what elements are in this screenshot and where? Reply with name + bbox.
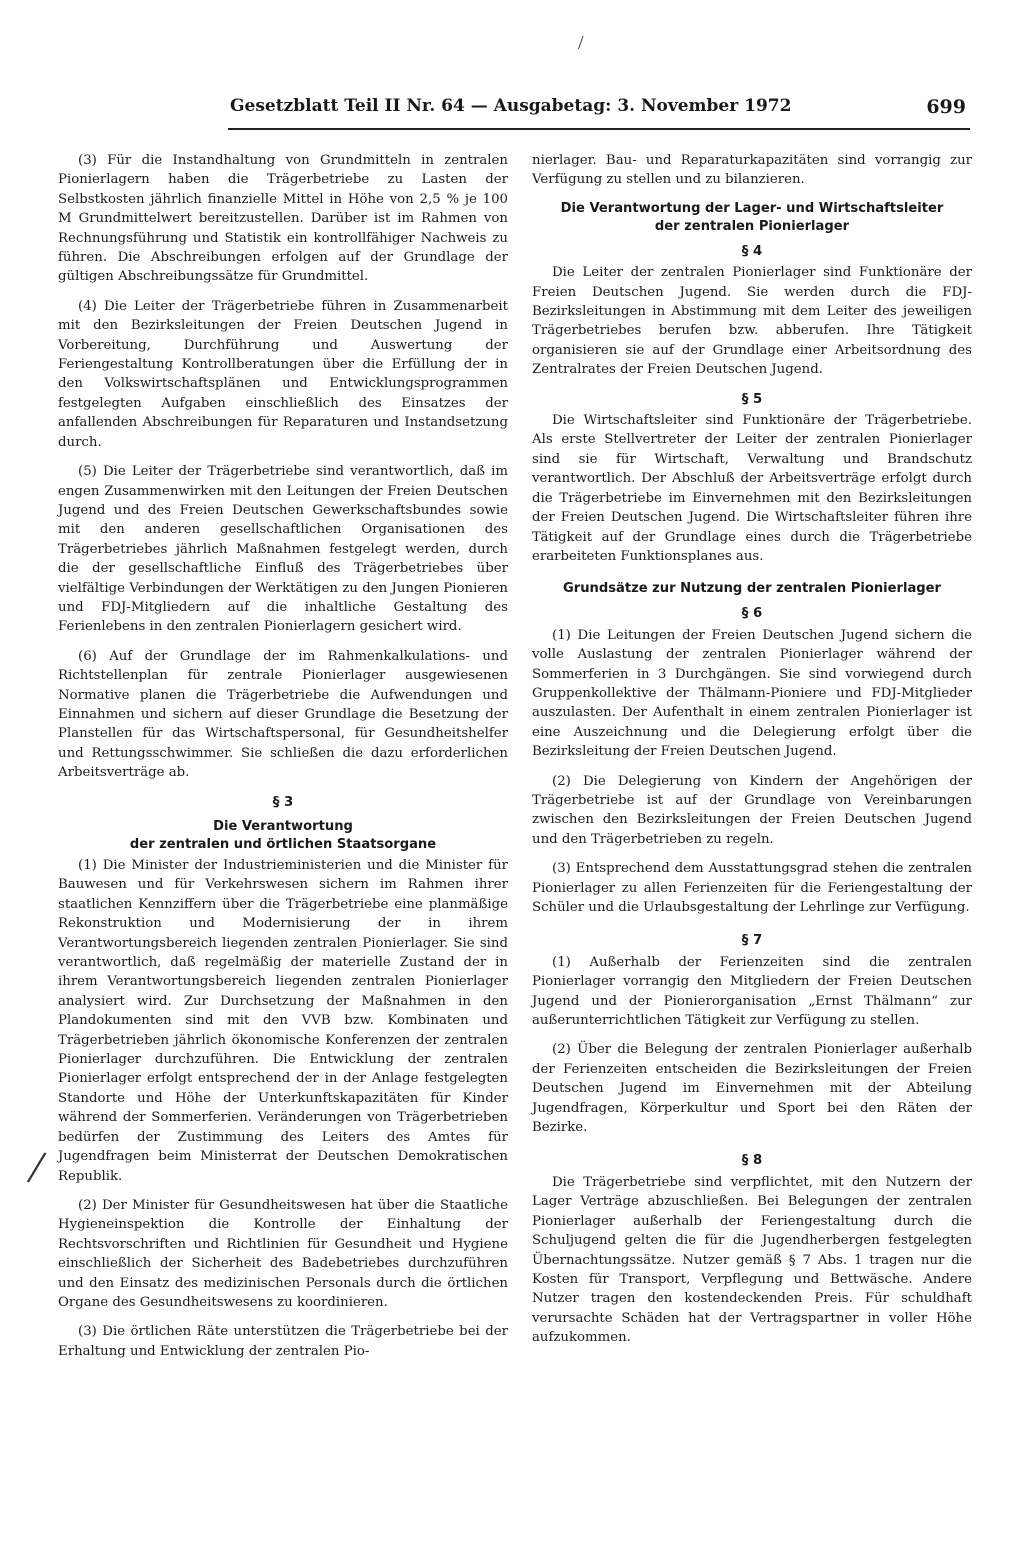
scan-mark-slash: /	[578, 32, 584, 54]
section-5-number: § 5	[741, 391, 763, 407]
paragraph-6-3: (3) Entsprechend dem Ausstattungsgrad stehen die zentralen Pionierlager zu allen Ferienzeiten für die Feriengestaltung der Schüler und die Urlaubsgestaltung der Lehrlinge zur Verfügung.	[532, 861, 972, 915]
lager-heading-line-2: der zentralen Pionierlager	[654, 218, 850, 234]
paragraph-2-6: (6) Auf der Grundlage der im Rahmenkalkulations- und Richtstellenplan für zentrale Pionierlager ausgewiesenen Normative planen die Trägerbetriebe die Aufwendungen und Einnahmen und sichern auf dieser Grundlage die Besetzung der Planstellen für das Wirtschaftspersonal, für Gesundheitshelfer und Rettungsschwimmer. Sie schließen die dazu erforderlichen Arbeitsverträge ab.	[58, 648, 508, 781]
section-8-number: § 8	[741, 1153, 763, 1169]
paragraph-6-1: (1) Die Leitungen der Freien Deutschen Jugend sichern die volle Auslastung der zentralen Pionierlager während der Sommerferien in 3 Durchgängen. Sie sind vorwiegend durch Gruppenkollektive der Thälmann-Pioniere und FDJ-Mitglieder auszulasten. Der Aufenthalt in einem zentralen Pionierlager ist eine Auszeichnung und die Delegierung erfolgt über die Bezirksleitung der Freien Deutschen Jugend.	[532, 627, 972, 760]
section-3-heading-line-2: der zentralen und örtlichen Staatsorgane	[129, 837, 437, 852]
paragraph-2-5: (5) Die Leiter der Trägerbetriebe sind verantwortlich, daß im engen Zusammenwirken mit den Leitungen der Freien Deutschen Jugend und des Freien Deutschen Gewerkschaftsbundes sowie mit den anderen gesellschaftlichen Organisationen des Trägerbetriebes jährlich Maßnahmen festgelegt werden, durch die der gesellschaftliche Einfluß des Trägerbetriebes über vielfältige Verbindungen der Werktätigen zu den Jungen Pionieren und FDJ-Mitgliedern auf die inhaltliche Gestaltung des Ferienlebens in den zentralen Pionierlagern gesichert wird.	[58, 464, 508, 635]
lager-heading	[532, 200, 972, 236]
section-7-number: § 7	[741, 933, 763, 949]
page-header	[230, 96, 966, 122]
paragraph-8: Die Trägerbetriebe sind verpflichtet, mit den Nutzern der Lager Verträge abzuschließen. Bei Belegungen der zentralen Pionierlager außerhalb der Feriengestaltung durch die Schuljugend gelten die für die Jugendherbergen festgelegten Übernachtungssätze. Nutzer gemäß § 7 Abs. 1 tragen nur die Kosten für Transport, Verpflegung und Bettwäsche. Andere Nutzer tragen den kostendeckenden Preis. Für schuldhaft verursachte Schäden hat der Vertragspartner in voller Höhe aufzukommen.	[532, 1174, 972, 1346]
paragraph-4: Die Leiter der zentralen Pionierlager sind Funktionäre der Freien Deutschen Jugend. Sie werden durch die FDJ-Bezirksleitungen in Abstimmung mit dem Leiter des jeweiligen Trägerbetriebes berufen bzw. abberufen. Ihre Tätigkeit organisieren sie auf der Grundlage einer Arbeitsordnung des Zentralrates der Freien Deutschen Jugend.	[532, 265, 972, 378]
paragraph-3-2: (2) Der Minister für Gesundheitswesen hat über die Staatliche Hygieneinspektion die Kontrolle der Einhaltung der Rechtsvorschriften und Richtlinien für Gesundheit und Hygiene einschließlich der Sicherheit des Badebetriebes durchzuführen und den Einsatz des medizinischen Personals durch die örtlichen Organe des Gesundheitswesens zu koordinieren.	[58, 1197, 508, 1310]
paragraph-3-3: (3) Die örtlichen Räte unterstützen die Trägerbetriebe bei der Erhaltung und Entwicklung der zentralen Pio-	[58, 1324, 508, 1359]
paragraph-3-3-continuation: nierlager. Bau- und Reparaturkapazitäten sind vorrangig zur Verfügung zu stellen und zu bilanzieren.	[532, 153, 972, 188]
section-3-heading	[58, 818, 508, 854]
margin-stroke-mark: /	[24, 1140, 49, 1195]
paragraph-2-3: (3) Für die Instandhaltung von Grundmitteln in zentralen Pionierlagern haben die Trägerbetriebe zu Lasten der Selbstkosten jährlich finanzielle Mittel in Höhe von 2,5 % je 100 M Grundmittelwert bereitzustellen. Darüber ist im Rahmen von Rechnungsführung und Statistik ein kontrollfähiger Nachweis zu führen. Die Abschreibungen erfolgen auf der Grundlage der gültigen Abschreibungssätze für Grundmittel.	[58, 153, 508, 285]
gazette-title: Gesetzblatt Teil II Nr. 64 — Ausgabetag: 3. November 1972	[230, 96, 792, 116]
section-6-number: § 6	[741, 606, 763, 622]
left-column	[58, 151, 508, 1371]
page-number: 699	[926, 96, 966, 118]
right-column	[532, 151, 972, 1358]
paragraph-2-4: (4) Die Leiter der Trägerbetriebe führen in Zusammenarbeit mit den Bezirksleitungen der Freien Deutschen Jugend in Vorbereitung, Durchführung und Auswertung der Feriengestaltung Kontrollberatungen über die Erfüllung der in den Volkswirtschaftsplänen und Entwicklungsprogrammen festgelegten Aufgaben einschließlich des Einsatzes der anfallenden Abschreibungen für Reparaturen und Instandsetzung durch.	[58, 298, 508, 450]
paragraph-7-2: (2) Über die Belegung der zentralen Pionierlager außerhalb der Ferienzeiten entscheiden die Bezirksleitungen der Freien Deutschen Jugend im Einvernehmen mit der Abteilung Jugendfragen, Körperkultur und Sport bei den Räten der Bezirke.	[532, 1042, 972, 1136]
paragraph-7-1: (1) Außerhalb der Ferienzeiten sind die zentralen Pionierlager vorrangig den Mitgliedern der Freien Deutschen Jugend und der Pionierorganisation „Ernst Thälmann“ zur außerunterrichtlichen Tätigkeit zur Verfügung zu stellen.	[532, 954, 972, 1029]
nutzung-heading: Grundsätze zur Nutzung der zentralen Pionierlager	[562, 581, 942, 597]
paragraph-5: Die Wirtschaftsleiter sind Funktionäre der Trägerbetriebe. Als erste Stellvertreter der Leiter der zentralen Pionierlager sind sie für Wirtschaft, Verwaltung und Brandschutz verantwortlich. Der Abschluß der Arbeitsverträge erfolgt durch die Trägerbetriebe im Einvernehmen mit den Bezirksleitungen der Freien Deutschen Jugend. Die Wirtschaftsleiter führen ihre Tätigkeit auf der Grundlage eines durch die Trägerbetriebe erarbeiteten Funktionsplanes aus.	[532, 413, 972, 564]
section-4-number: § 4	[741, 243, 763, 259]
section-3-heading-line-1: Die Verantwortung	[213, 819, 353, 834]
header-rule	[228, 128, 970, 130]
paragraph-3-1: (1) Die Minister der Industrieministerien und die Minister für Bauwesen und für Verkehrswesen sichern im Rahmen ihrer staatlichen Kennziffern über die Trägerbetriebe eine planmäßige Rekonstruktion und Modernisierung der in ihrem Verantwortungsbereich liegenden zentralen Pionierlager. Sie sind verantwortlich, daß regelmäßig der materielle Zustand der in ihrem Verantwortungsbereich liegenden zentralen Pionierlager analysiert wird. Zur Durchsetzung der Maßnahmen in den Plandokumenten sind mit den VVB bzw. Kombinaten und Trägerbetrieben jährlich ökonomische Konferenzen der zentralen Pionierlager durchzuführen. Die Entwicklung der zentralen Pionierlager erfolgt entsprechend der in der Anlage festgelegten Standorte und Höhe der Unterkunftskapazitäten für Kinder während der Sommerferien. Veränderungen von Trägerbetrieben bedürfen der Zustimmung des Leiters des Amtes für Jugendfragen beim Ministerrat der Deutschen Demokratischen Republik.	[58, 858, 508, 1184]
paragraph-6-2: (2) Die Delegierung von Kindern der Angehörigen der Trägerbetriebe ist auf der Grundlage von Vereinbarungen zwischen den Bezirksleitungen der Freien Deutschen Jugend und den Trägerbetrieben zu regeln.	[532, 773, 972, 847]
lager-heading-line-1: Die Verantwortung der Lager- und Wirtschaftsleiter	[560, 200, 944, 216]
section-3-number: § 3	[272, 794, 294, 810]
